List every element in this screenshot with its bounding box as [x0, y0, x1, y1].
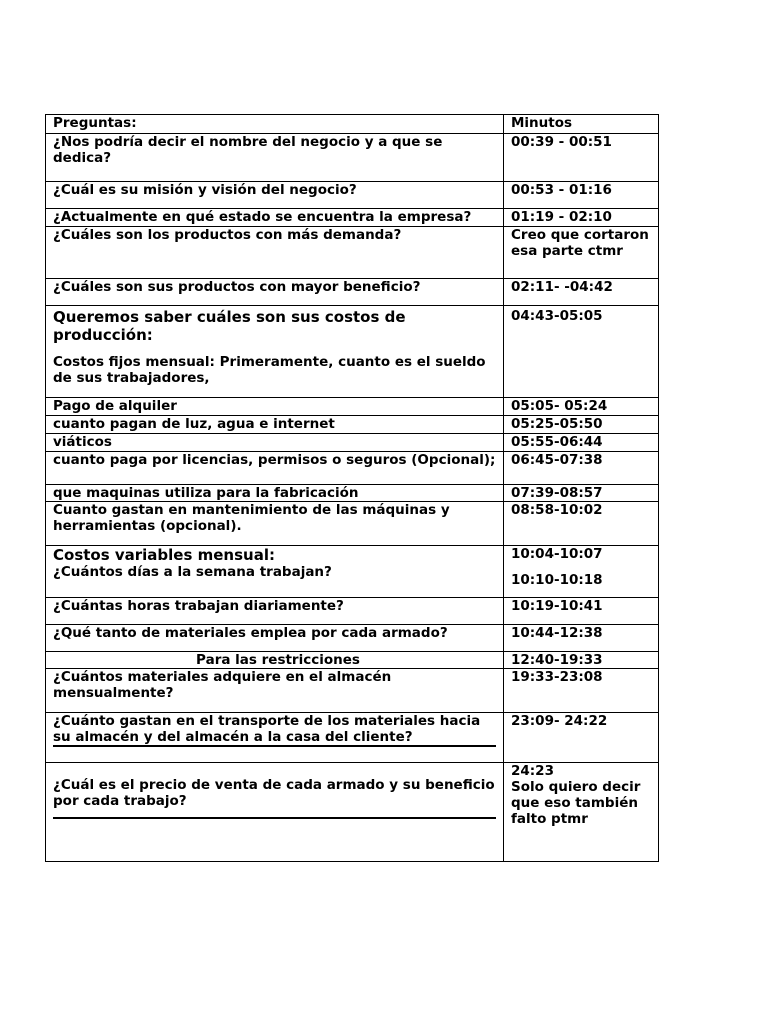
answer-line [53, 817, 496, 819]
question-cell: ¿Cuáles son sus productos con mayor beneficio? [46, 279, 504, 306]
question-text: ¿Cuál es el precio de venta de cada armado y su beneficio por cada trabajo? [53, 777, 495, 809]
minutes-cell: 10:19-10:41 [504, 598, 659, 625]
question-cell: ¿Nos podría decir el nombre del negocio y a que se dedica? [46, 134, 504, 182]
table-row [46, 279, 659, 306]
table-row [46, 502, 659, 546]
minutes-cell: 04:43-05:05 [504, 306, 659, 398]
minutes-cell: 05:05- 05:24 [504, 398, 659, 416]
table-row [46, 227, 659, 279]
table-row [46, 134, 659, 182]
question-cell [46, 713, 504, 763]
question-cell: cuanto pagan de luz, agua e internet [46, 416, 504, 434]
question-cell [46, 546, 504, 598]
question-text: ¿Cuánto gastan en el transporte de los materiales hacia su almacén y del almacén a la casa del cliente? [53, 713, 496, 747]
table-row [46, 416, 659, 434]
table-row [46, 713, 659, 763]
minutes-cell: 00:53 - 01:16 [504, 182, 659, 209]
minutes-cell: 12:40-19:33 [504, 652, 659, 669]
question-text: ¿Cuántos días a la semana trabajan? [53, 564, 332, 580]
table-row [46, 398, 659, 416]
minutes-cell [504, 763, 659, 862]
header-questions: Preguntas: [46, 115, 504, 134]
minutes-cell: 07:39-08:57 [504, 485, 659, 502]
table-row [46, 182, 659, 209]
minutes-value: 10:04-10:07 [511, 546, 603, 562]
table-row [46, 763, 659, 862]
minutes-cell: 01:19 - 02:10 [504, 209, 659, 227]
table-row [46, 209, 659, 227]
table-row [46, 434, 659, 452]
minutes-cell [504, 546, 659, 598]
table-row [46, 669, 659, 713]
table-row [46, 485, 659, 502]
minutes-cell: 06:45-07:38 [504, 452, 659, 485]
minutes-value: 24:23 [511, 763, 554, 779]
section-heading: Queremos saber cuáles son sus costos de producción: [53, 308, 406, 344]
question-cell: ¿Qué tanto de materiales emplea por cada armado? [46, 625, 504, 652]
question-cell: ¿Cuáles son los productos con más demanda? [46, 227, 504, 279]
header-minutes: Minutos [504, 115, 659, 134]
minutes-note: Solo quiero decir que eso también falto ptmr [511, 779, 641, 827]
question-cell: viáticos [46, 434, 504, 452]
table-row [46, 546, 659, 598]
question-cell: Pago de alquiler [46, 398, 504, 416]
question-cell: cuanto paga por licencias, permisos o seguros (Opcional); [46, 452, 504, 485]
interview-table [45, 114, 659, 862]
minutes-cell: 05:25-05:50 [504, 416, 659, 434]
question-cell: ¿Cuál es su misión y visión del negocio? [46, 182, 504, 209]
table-row [46, 652, 659, 669]
table-header-row [46, 115, 659, 134]
minutes-cell: 19:33-23:08 [504, 669, 659, 713]
question-cell: Cuanto gastan en mantenimiento de las máquinas y herramientas (opcional). [46, 502, 504, 546]
minutes-cell: 10:44-12:38 [504, 625, 659, 652]
minutes-cell: 23:09- 24:22 [504, 713, 659, 763]
minutes-value: 10:10-10:18 [511, 572, 603, 588]
minutes-cell: 02:11- -04:42 [504, 279, 659, 306]
table-row [46, 452, 659, 485]
question-text: Costos fijos mensual: Primeramente, cuanto es el sueldo de sus trabajadores, [53, 354, 486, 386]
question-cell: ¿Actualmente en qué estado se encuentra la empresa? [46, 209, 504, 227]
table-row [46, 306, 659, 398]
section-heading: Costos variables mensual: [53, 546, 275, 564]
minutes-cell: 08:58-10:02 [504, 502, 659, 546]
question-cell [46, 306, 504, 398]
minutes-cell: 05:55-06:44 [504, 434, 659, 452]
question-cell: ¿Cuántas horas trabajan diariamente? [46, 598, 504, 625]
question-cell: ¿Cuántos materiales adquiere en el almacén mensualmente? [46, 669, 504, 713]
table-row [46, 625, 659, 652]
minutes-cell: 00:39 - 00:51 [504, 134, 659, 182]
question-cell: que maquinas utiliza para la fabricación [46, 485, 504, 502]
table-row [46, 598, 659, 625]
question-cell: Para las restricciones [46, 652, 504, 669]
question-cell [46, 763, 504, 862]
minutes-cell: Creo que cortaron esa parte ctmr [504, 227, 659, 279]
